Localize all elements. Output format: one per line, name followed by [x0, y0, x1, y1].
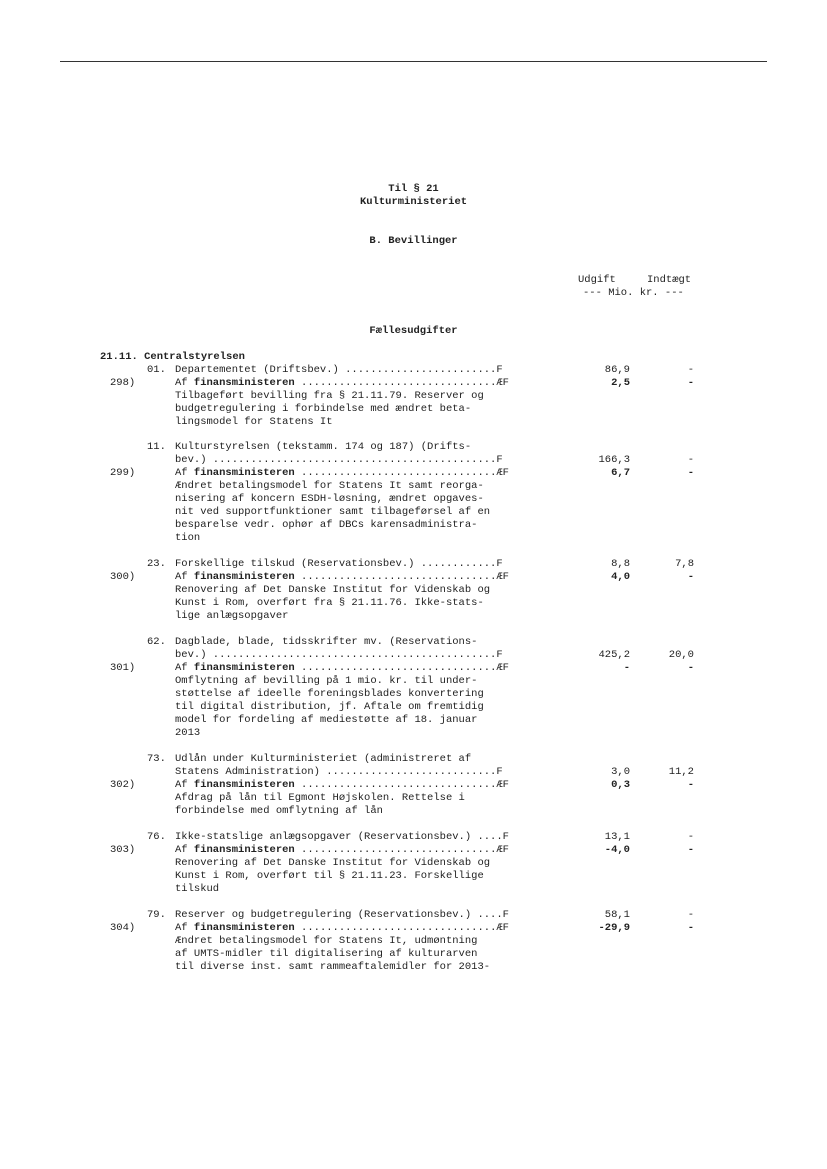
- entry-text-line: 2013: [175, 727, 201, 739]
- entry-title-line: bev.) .............................................F: [175, 649, 503, 661]
- entry-text-line: til diverse inst. samt rammeaftalemidler for 2013-: [175, 961, 491, 973]
- af-leader: ...............................ÆF: [294, 779, 509, 791]
- entry-title-line: bev.) .............................................F: [175, 454, 503, 466]
- entry-af-indtaegt: -: [687, 571, 694, 583]
- af-prefix: Af: [175, 467, 194, 479]
- entry-text-line: model for fordeling af mediestøtte af 18. januar: [175, 714, 478, 726]
- entry-text-line: tion: [175, 532, 201, 544]
- entry-indtaegt: -: [687, 831, 694, 843]
- column-header-udgift: Udgift: [578, 274, 616, 286]
- entry-text-line: af UMTS-midler til digitalisering af kulturarven: [175, 948, 478, 960]
- page-title-til: Til § 21: [388, 183, 439, 195]
- af-minister: finansministeren: [193, 467, 295, 479]
- entry-af-udgift: 2,5: [611, 377, 630, 389]
- af-prefix: Af: [175, 922, 194, 934]
- entry-af-udgift: -29,9: [598, 922, 630, 934]
- entry-af-line: [175, 844, 509, 857]
- entry-code: 73.: [147, 753, 166, 765]
- entry-title-line: Dagblade, blade, tidsskrifter mv. (Reservations-: [175, 636, 478, 648]
- column-unit: --- Mio. kr. ---: [583, 287, 684, 299]
- entry-text-line: Tilbageført bevilling fra § 21.11.79. Reserver og: [175, 390, 484, 402]
- entry-text-line: lige anlægsopgaver: [175, 610, 289, 622]
- af-minister: finansministeren: [193, 779, 295, 791]
- entry-af-indtaegt: -: [687, 662, 694, 674]
- entry-af-line: [175, 779, 509, 792]
- page-title-ministry: Kulturministeriet: [359, 196, 468, 208]
- af-minister: finansministeren: [193, 571, 295, 583]
- af-prefix: Af: [175, 779, 194, 791]
- entry-code: 62.: [147, 636, 166, 648]
- group-heading: Fællesudgifter: [369, 325, 458, 337]
- entry-indtaegt: 11,2: [668, 766, 694, 778]
- entry-text-line: lingsmodel for Statens It: [175, 416, 333, 428]
- entry-text-line: Afdrag på lån til Egmont Højskolen. Rettelse i: [175, 792, 465, 804]
- top-rule: [60, 61, 767, 62]
- af-prefix: Af: [175, 377, 194, 389]
- entry-udgift: 166,3: [598, 454, 630, 466]
- af-leader: ...............................ÆF: [294, 571, 509, 583]
- entry-code: 23.: [147, 558, 166, 570]
- entry-text-line: støttelse af ideelle foreningsblades konvertering: [175, 688, 484, 700]
- entry-title-line: Departementet (Driftsbev.) ........................F: [175, 364, 503, 376]
- entry-text-line: nisering af koncern ESDH-løsning, ændret opgaves-: [175, 493, 484, 505]
- af-prefix: Af: [175, 571, 194, 583]
- entry-code: 76.: [147, 831, 166, 843]
- entry-indtaegt: -: [687, 909, 694, 921]
- entry-text-line: Renovering af Det Danske Institut for Videnskab og: [175, 584, 491, 596]
- entry-text-line: Omflytning af bevilling på 1 mio. kr. til under-: [175, 675, 478, 687]
- entry-reference: 299): [110, 467, 136, 479]
- entry-text-line: Ændret betalingsmodel for Statens It samt reorga-: [175, 480, 484, 492]
- entry-af-udgift: -4,0: [604, 844, 630, 856]
- entry-indtaegt: -: [687, 454, 694, 466]
- entry-title-line: Forskellige tilskud (Reservationsbev.) ............F: [175, 558, 503, 570]
- entry-af-indtaegt: -: [687, 467, 694, 479]
- af-leader: ...............................ÆF: [294, 844, 509, 856]
- entry-indtaegt: -: [687, 364, 694, 376]
- entry-udgift: 86,9: [604, 364, 630, 376]
- af-prefix: Af: [175, 662, 194, 674]
- entry-text-line: nit ved supportfunktioner samt tilbageførsel af en: [175, 506, 491, 518]
- entry-af-udgift: 4,0: [611, 571, 630, 583]
- entry-af-line: [175, 571, 509, 584]
- entry-af-indtaegt: -: [687, 922, 694, 934]
- entry-title-line: Reserver og budgetregulering (Reservationsbev.) ....F: [175, 909, 509, 921]
- entry-title-line: Udlån under Kulturministeriet (administreret af: [175, 753, 472, 765]
- entry-text-line: Ændret betalingsmodel for Statens It, udmøntning: [175, 935, 478, 947]
- entry-text-line: Renovering af Det Danske Institut for Videnskab og: [175, 857, 491, 869]
- entry-text-line: tilskud: [175, 883, 220, 895]
- entry-indtaegt: 7,8: [675, 558, 694, 570]
- entry-indtaegt: 20,0: [668, 649, 694, 661]
- entry-title-line: Kulturstyrelsen (tekstamm. 174 og 187) (Drifts-: [175, 441, 472, 453]
- entry-reference: 301): [110, 662, 136, 674]
- af-leader: ...............................ÆF: [294, 467, 509, 479]
- af-leader: ...............................ÆF: [294, 922, 509, 934]
- entry-title-line: Statens Administration) ...........................F: [175, 766, 503, 778]
- entry-af-udgift: -: [623, 662, 630, 674]
- entry-af-line: [175, 467, 509, 480]
- entry-udgift: 425,2: [598, 649, 630, 661]
- af-leader: ...............................ÆF: [294, 377, 509, 389]
- entry-reference: 298): [110, 377, 136, 389]
- entry-udgift: 13,1: [604, 831, 630, 843]
- entry-reference: 300): [110, 571, 136, 583]
- entry-code: 01.: [147, 364, 166, 376]
- entry-text-line: Kunst i Rom, overført til § 21.11.23. Forskellige: [175, 870, 484, 882]
- entry-reference: 303): [110, 844, 136, 856]
- af-minister: finansministeren: [193, 662, 295, 674]
- entry-af-indtaegt: -: [687, 779, 694, 791]
- entry-af-udgift: 6,7: [611, 467, 630, 479]
- entry-text-line: forbindelse med omflytning af lån: [175, 805, 383, 817]
- entry-af-line: [175, 922, 509, 935]
- entry-text-line: Kunst i Rom, overført fra § 21.11.76. Ikke-stats-: [175, 597, 484, 609]
- entry-text-line: til digital distribution, jf. Aftale om fremtidig: [175, 701, 484, 713]
- af-minister: finansministeren: [193, 922, 295, 934]
- entry-reference: 302): [110, 779, 136, 791]
- entry-af-indtaegt: -: [687, 377, 694, 389]
- entry-code: 11.: [147, 441, 166, 453]
- entry-af-indtaegt: -: [687, 844, 694, 856]
- column-header-indtaegt: Indtægt: [647, 274, 692, 286]
- entry-udgift: 8,8: [611, 558, 630, 570]
- entry-text-line: besparelse vedr. ophør af DBCs karensadministra-: [175, 519, 478, 531]
- af-prefix: Af: [175, 844, 194, 856]
- entry-udgift: 58,1: [604, 909, 630, 921]
- entry-text-line: budgetregulering i forbindelse med ændret beta-: [175, 403, 472, 415]
- section-heading: B. Bevillinger: [369, 235, 458, 247]
- entry-title-line: Ikke-statslige anlægsopgaver (Reservationsbev.) ....F: [175, 831, 509, 843]
- entry-af-udgift: 0,3: [611, 779, 630, 791]
- subgroup-heading: 21.11. Centralstyrelsen: [100, 351, 245, 363]
- af-minister: finansministeren: [193, 844, 295, 856]
- af-leader: ...............................ÆF: [294, 662, 509, 674]
- entry-code: 79.: [147, 909, 166, 921]
- entry-af-line: [175, 377, 509, 390]
- entry-af-line: [175, 662, 509, 675]
- entry-udgift: 3,0: [611, 766, 630, 778]
- af-minister: finansministeren: [193, 377, 295, 389]
- entry-reference: 304): [110, 922, 136, 934]
